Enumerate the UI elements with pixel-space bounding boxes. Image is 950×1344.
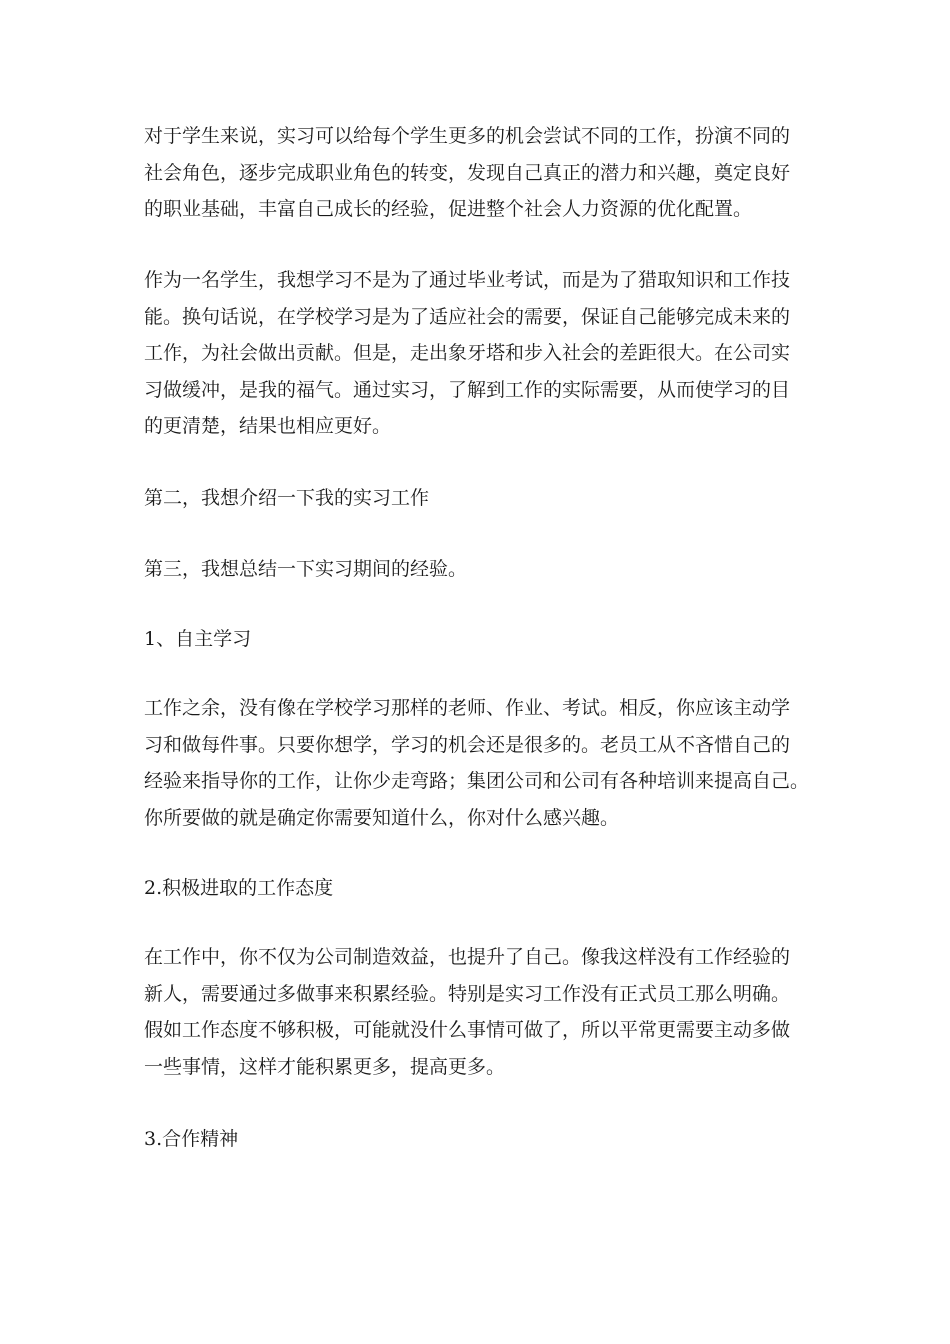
text-line: 对于学生来说，实习可以给每个学生更多的机会尝试不同的工作，扮演不同的 [144,125,791,147]
list-heading: 3.合作精神 [144,1128,239,1150]
text-line: 假如工作态度不够积极，可能就没什么事情可做了，所以平常更需要主动多做 [144,1019,791,1041]
paragraph-student-learning [144,262,812,445]
paragraph-section-three [144,551,812,588]
section-heading: 第三，我想总结一下实习期间的经验。 [144,558,468,580]
text-line: 经验来指导你的工作，让你少走弯路；集团公司和公司有各种培训来提高自己。 [144,770,810,792]
paragraph-work-attitude [144,939,812,1085]
paragraph-self-study [144,690,812,836]
paragraph-internship-benefits [144,118,812,228]
text-line: 工作之余，没有像在学校学习那样的老师、作业、考试。相反，你应该主动学 [144,697,791,719]
list-heading: 1、自主学习 [144,628,252,650]
text-line: 的更清楚，结果也相应更好。 [144,415,392,437]
text-line: 社会角色，逐步完成职业角色的转变，发现自己真正的潜力和兴趣，奠定良好 [144,161,791,184]
text-line: 习和做每件事。只要你想学，学习的机会还是很多的。老员工从不吝惜自己的 [144,733,791,756]
text-line: 一些事情，这样才能积累更多，提高更多。 [144,1055,506,1078]
paragraph-item-2-heading [144,870,812,907]
paragraph-item-3-heading [144,1121,812,1158]
paragraph-section-two [144,480,812,517]
text-line: 习做缓冲，是我的福气。通过实习，了解到工作的实际需要，从而使学习的目 [144,378,791,401]
text-line: 新人，需要通过多做事来积累经验。特别是实习工作没有正式员工那么明确。 [144,982,791,1005]
text-line: 在工作中，你不仅为公司制造效益，也提升了自己。像我这样没有工作经验的 [144,946,791,968]
section-heading: 第二，我想介绍一下我的实习工作 [144,487,430,509]
list-heading: 2.积极进取的工作态度 [144,877,334,899]
text-line: 能。换句话说，在学校学习是为了适应社会的需要，保证自己能够完成未来的 [144,305,791,328]
text-line: 你所要做的就是确定你需要知道什么，你对什么感兴趣。 [144,806,620,829]
text-line: 工作，为社会做出贡献。但是，走出象牙塔和步入社会的差距很大。在公司实 [144,342,791,364]
text-line: 的职业基础，丰富自己成长的经验，促进整个社会人力资源的优化配置。 [144,198,753,220]
text-line: 作为一名学生，我想学习不是为了通过毕业考试，而是为了猎取知识和工作技 [144,269,791,291]
paragraph-item-1-heading [144,621,812,658]
